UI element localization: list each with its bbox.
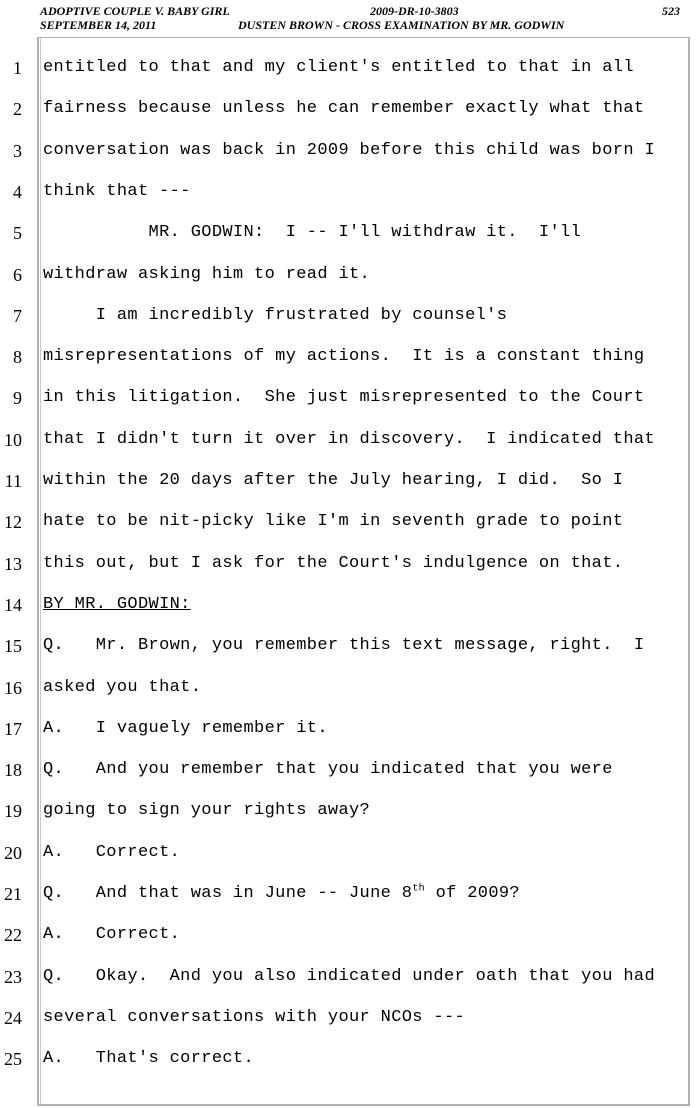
line-text: I am incredibly frustrated by counsel's bbox=[43, 305, 508, 325]
transcript-line bbox=[0, 378, 700, 419]
line-number: 4 bbox=[13, 181, 22, 202]
line-text: conversation was back in 2009 before this child was born I bbox=[43, 140, 655, 160]
transcript-line bbox=[0, 750, 700, 791]
transcript-line bbox=[0, 213, 700, 254]
line-number: 17 bbox=[4, 718, 22, 739]
line-text: withdraw asking him to read it. bbox=[43, 264, 371, 284]
transcript-line bbox=[0, 668, 700, 709]
line-number: 13 bbox=[4, 553, 22, 574]
transcript-line bbox=[0, 1039, 700, 1080]
line-number: 14 bbox=[4, 594, 22, 615]
line-text: A. I vaguely remember it. bbox=[43, 718, 328, 738]
transcript-line bbox=[0, 502, 700, 543]
line-text: MR. GODWIN: I -- I'll withdraw it. I'll bbox=[43, 223, 582, 243]
transcript-line bbox=[0, 89, 700, 130]
line-text: A. Correct. bbox=[43, 842, 181, 862]
line-text: A. Correct. bbox=[43, 925, 181, 945]
line-number: 3 bbox=[13, 140, 22, 161]
line-number: 2 bbox=[13, 99, 22, 120]
line-text bbox=[43, 884, 520, 903]
line-number: 23 bbox=[4, 966, 22, 987]
line-number: 10 bbox=[4, 429, 22, 450]
line-number: 19 bbox=[4, 801, 22, 822]
section-title: DUSTEN BROWN - CROSS EXAMINATION BY MR. GODWIN bbox=[238, 18, 565, 32]
transcript-line bbox=[0, 544, 700, 585]
ordinal-suffix: th bbox=[412, 883, 426, 895]
line-text-after: of 2009? bbox=[425, 884, 520, 903]
line-text-before: Q. And that was in June -- June 8 bbox=[43, 884, 413, 903]
line-text: think that --- bbox=[43, 181, 191, 201]
transcript-line bbox=[0, 296, 700, 337]
page-header bbox=[40, 4, 680, 36]
line-text: Q. Okay. And you also indicated under oath that you had bbox=[43, 966, 655, 986]
transcript-line bbox=[0, 337, 700, 378]
transcript-line bbox=[0, 255, 700, 296]
line-number: 8 bbox=[13, 347, 22, 368]
transcript-line bbox=[0, 131, 700, 172]
line-number: 21 bbox=[4, 884, 22, 904]
transcript-line bbox=[0, 957, 700, 998]
line-number: 18 bbox=[4, 760, 22, 781]
line-number: 15 bbox=[4, 636, 22, 657]
line-number: 5 bbox=[13, 223, 22, 244]
transcript-line bbox=[0, 874, 700, 915]
line-number: 22 bbox=[4, 925, 22, 946]
line-number: 1 bbox=[13, 58, 22, 78]
line-number: 7 bbox=[13, 305, 22, 326]
transcript-line bbox=[0, 585, 700, 626]
transcript-line bbox=[0, 172, 700, 213]
transcript-line bbox=[0, 461, 700, 502]
page-number: 523 bbox=[662, 4, 680, 18]
line-number: 6 bbox=[13, 264, 22, 285]
transcript-line bbox=[0, 998, 700, 1039]
line-text: A. That's correct. bbox=[43, 1049, 255, 1069]
line-text: in this litigation. She just misrepresented to the Court bbox=[43, 388, 645, 408]
transcript-line bbox=[0, 833, 700, 874]
line-number: 9 bbox=[13, 388, 22, 409]
line-number: 11 bbox=[4, 471, 22, 491]
line-text: going to sign your rights away? bbox=[43, 801, 371, 821]
line-text: within the 20 days after the July hearing, I did. So I bbox=[43, 471, 624, 490]
line-number: 25 bbox=[4, 1049, 22, 1070]
line-number: 12 bbox=[4, 512, 22, 533]
line-text: entitled to that and my client's entitled to that in all bbox=[43, 58, 634, 77]
line-text: that I didn't turn it over in discovery. I indicated that bbox=[43, 429, 655, 449]
transcript-line bbox=[0, 626, 700, 667]
line-number: 16 bbox=[4, 677, 22, 698]
hearing-date: SEPTEMBER 14, 2011 bbox=[40, 18, 157, 32]
transcript-line bbox=[0, 791, 700, 832]
transcript-line bbox=[0, 709, 700, 750]
transcript-line bbox=[0, 48, 700, 89]
examiner-heading: BY MR. GODWIN: bbox=[43, 594, 191, 614]
transcript-line bbox=[0, 915, 700, 956]
line-text: hate to be nit-picky like I'm in seventh grade to point bbox=[43, 512, 624, 532]
line-number: 20 bbox=[4, 842, 22, 863]
case-number: 2009-DR-10-3803 bbox=[370, 4, 459, 18]
line-text: asked you that. bbox=[43, 677, 202, 697]
line-text: fairness because unless he can remember exactly what that bbox=[43, 99, 645, 119]
line-text: misrepresentations of my actions. It is a constant thing bbox=[43, 347, 645, 367]
line-number: 24 bbox=[4, 1007, 22, 1028]
line-text: this out, but I ask for the Court's indulgence on that. bbox=[43, 553, 624, 573]
transcript-line bbox=[0, 420, 700, 461]
line-text: Q. And you remember that you indicated that you were bbox=[43, 760, 613, 780]
line-text: several conversations with your NCOs --- bbox=[43, 1007, 466, 1027]
line-text: Q. Mr. Brown, you remember this text message, right. I bbox=[43, 636, 645, 656]
case-title: ADOPTIVE COUPLE V. BABY GIRL bbox=[40, 4, 230, 18]
